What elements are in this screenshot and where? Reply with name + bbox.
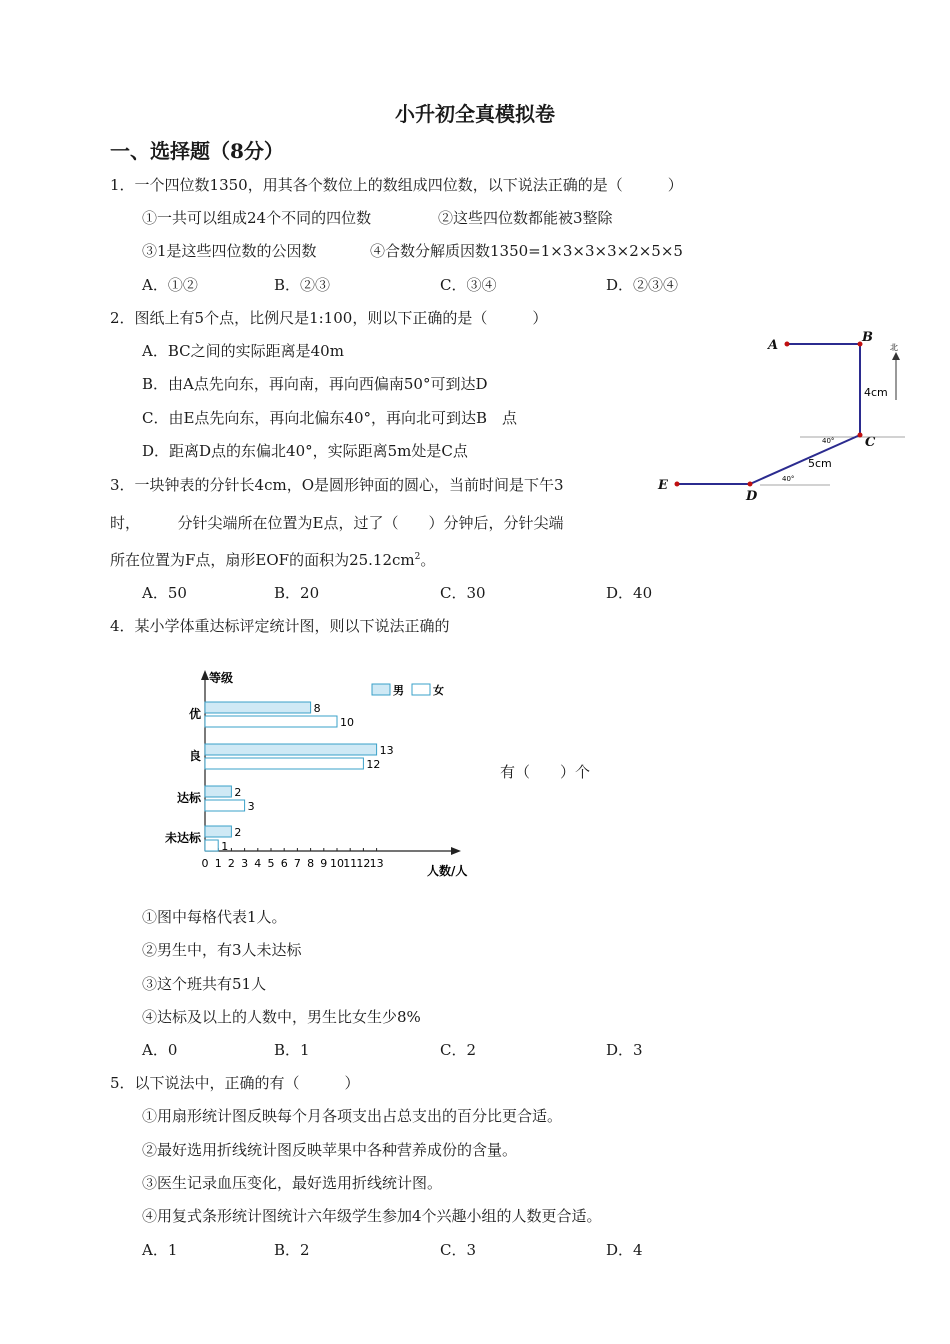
q1-option-d[interactable]: D．②③④	[606, 276, 679, 294]
x-tick-label: 2	[227, 857, 235, 870]
point-a	[785, 342, 790, 347]
q3-line-1: 3．一块钟表的分针长4cm，O是圆形钟面的圆心，当前时间是下午3	[110, 476, 564, 494]
q5-option-d[interactable]: D．4	[606, 1241, 643, 1259]
bar-value-label: 13	[379, 744, 394, 757]
bar-male	[205, 786, 231, 797]
q2-option-d[interactable]: D．距离D点的东偏北40°，实际距离5m处是C点	[142, 442, 468, 460]
q4-statement-1: ①图中每格代表1人。	[142, 908, 287, 926]
q4-statement-3: ③这个班共有51人	[142, 975, 267, 993]
x-tick-label: 7	[293, 857, 301, 870]
x-tick-label: 8	[307, 857, 315, 870]
q4-statement-2: ②男生中，有3人未达标	[142, 941, 302, 959]
q2-option-c[interactable]: C．由E点先向东，再向北偏东40°，再向北可到达B 点	[142, 409, 518, 427]
angle-c-label: 40°	[822, 437, 835, 445]
y-axis-arrow-icon	[201, 670, 209, 680]
x-axis-label: 人数/人	[427, 864, 468, 878]
bar-value-label: 12	[366, 758, 381, 771]
map-figure	[650, 325, 920, 510]
q3-line-2: 时， 分针尖端所在位置为E点，过了（ ）分钟后，分针尖端	[110, 514, 564, 532]
q3-option-a[interactable]: A．50	[142, 584, 187, 602]
bar-value-label: 2	[234, 786, 242, 799]
legend-swatch-male	[372, 684, 390, 695]
bar-female	[205, 716, 337, 727]
legend-swatch-female	[412, 684, 430, 695]
x-tick-label: 3	[241, 857, 249, 870]
category-label: 未达标	[164, 831, 201, 845]
point-e	[675, 482, 680, 487]
q4-option-c[interactable]: C．2	[440, 1041, 477, 1059]
q4-option-b[interactable]: B．1	[274, 1041, 310, 1059]
q1-statement-2: ②这些四位数都能被3整除	[438, 209, 613, 227]
q5-option-b[interactable]: B．2	[274, 1241, 310, 1259]
q3-option-d[interactable]: D．40	[606, 584, 653, 602]
q3-superscript: 2	[414, 552, 421, 562]
q5-statement-2: ②最好选用折线统计图反映苹果中各种营养成份的含量。	[142, 1141, 518, 1159]
point-label-b: B	[862, 330, 873, 345]
bar-value-label: 10	[340, 716, 354, 729]
legend-label-female: 女	[433, 684, 444, 697]
bar-female	[205, 840, 218, 851]
x-tick-label: 4	[254, 857, 262, 870]
page-title: 小升初全真模拟卷	[395, 102, 555, 126]
bar-male	[205, 826, 231, 837]
q2-option-a[interactable]: A．BC之间的实际距离是40m	[142, 342, 344, 360]
bar-male	[205, 702, 311, 713]
point-c	[858, 433, 863, 438]
x-tick-label: 13	[369, 857, 384, 870]
q3-option-b[interactable]: B．20	[274, 584, 320, 602]
point-label-e: E	[658, 478, 668, 493]
path-line	[677, 344, 860, 484]
q1-statement-1: ①一共可以组成24个不同的四位数	[142, 209, 372, 227]
q4-stem-continued: 有（ ）个	[500, 763, 591, 781]
q4-option-a[interactable]: A．0	[142, 1041, 178, 1059]
x-tick-label: 6	[280, 857, 288, 870]
category-label: 达标	[176, 791, 201, 805]
q1-option-b[interactable]: B．②③	[274, 276, 331, 294]
q4-option-d[interactable]: D．3	[606, 1041, 643, 1059]
point-b	[858, 342, 863, 347]
north-label: 北	[890, 343, 898, 352]
x-axis-arrow-icon	[451, 847, 461, 855]
q1-option-c[interactable]: C．③④	[440, 276, 497, 294]
category-label: 优	[188, 707, 201, 721]
x-tick-label: 9	[320, 857, 328, 870]
weight-chart	[150, 662, 470, 892]
q1-statement-3: ③1是这些四位数的公因数	[142, 242, 317, 260]
q5-statement-1: ①用扇形统计图反映每个月各项支出占总支出的百分比更合适。	[142, 1107, 563, 1125]
bar-value-label: 2	[234, 826, 242, 839]
bar-female	[205, 758, 363, 769]
q3-option-c[interactable]: C．30	[440, 584, 486, 602]
q2-option-b[interactable]: B．由A点先向东，再向南，再向西偏南50°可到达D	[142, 375, 488, 393]
angle-d-label: 40°	[782, 475, 795, 483]
dc-length-label: 5cm	[808, 457, 832, 470]
q4-statement-4: ④达标及以上的人数中，男生比女生少8%	[142, 1008, 421, 1026]
section-heading: 一、选择题（8分）	[110, 139, 284, 163]
q5-option-c[interactable]: C．3	[440, 1241, 477, 1259]
bar-male	[205, 744, 377, 755]
bar-female	[205, 800, 245, 811]
point-label-a: A	[768, 338, 779, 353]
bar-value-label: 8	[313, 702, 321, 715]
bc-length-label: 4cm	[864, 386, 888, 399]
category-label: 良	[188, 749, 201, 763]
point-label-d: D	[746, 489, 758, 504]
x-tick-label: 12	[356, 857, 371, 870]
q1-stem: 1．一个四位数1350，用其各个数位上的数组成四位数，以下说法正确的是（ ）	[110, 176, 683, 194]
x-tick-label: 5	[267, 857, 275, 870]
q1-statement-4: ④合数分解质因数1350=1×3×3×3×2×5×5	[370, 242, 683, 260]
x-tick-label: 10	[330, 857, 344, 870]
q5-option-a[interactable]: A．1	[142, 1241, 178, 1259]
point-label-c: C	[865, 435, 876, 450]
q5-statement-4: ④用复式条形统计图统计六年级学生参加4个兴趣小组的人数更合适。	[142, 1207, 602, 1225]
bar-value-label: 3	[247, 800, 255, 813]
north-arrow-head-icon	[892, 352, 900, 360]
x-tick-label: 1	[214, 857, 222, 870]
q3-line-3: 所在位置为F点，扇形EOF的面积为$25.12cm^2$。	[110, 551, 436, 569]
legend-label-male: 男	[393, 684, 404, 697]
q2-stem: 2．图纸上有5个点，比例尺是1:100，则以下正确的是（ ）	[110, 309, 548, 327]
q5-statement-3: ③医生记录血压变化，最好选用折线统计图。	[142, 1174, 443, 1192]
q1-option-a[interactable]: A．①②	[142, 276, 198, 294]
q4-stem: 4．某小学体重达标评定统计图，则以下说法正确的	[110, 617, 450, 635]
point-d	[748, 482, 753, 487]
y-axis-label: 等级	[209, 671, 234, 685]
bar-value-label: 1	[221, 840, 229, 853]
x-tick-label: 11	[343, 857, 358, 870]
q5-stem: 5．以下说法中，正确的有（ ）	[110, 1074, 360, 1092]
x-tick-label: 0	[201, 857, 209, 870]
